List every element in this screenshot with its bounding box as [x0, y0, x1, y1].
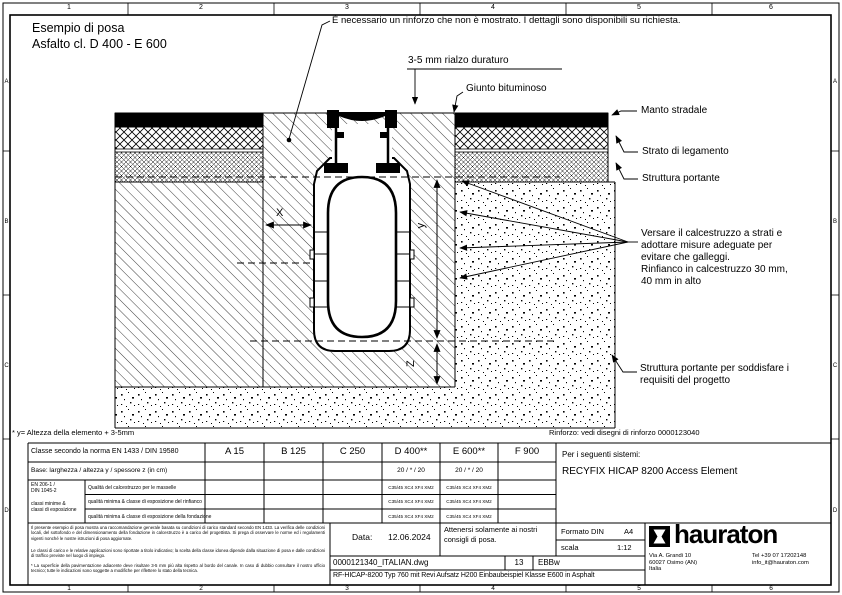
revision-code: EBBw — [538, 558, 560, 567]
ruler-col-5b: 5 — [637, 585, 641, 592]
ruler-col-2: 2 — [199, 4, 203, 11]
row5-label: qualità minima & classe di esposizione della fondazione — [88, 514, 212, 520]
ruler-row-b2: B — [832, 219, 837, 225]
footnote-left: * y= Altezza della elemento + 3-5mm — [12, 428, 135, 437]
road-surface-label: Manto stradale — [641, 105, 708, 116]
ruler-row-c: C — [4, 363, 9, 369]
address-line: 60027 Osimo (AN) — [649, 559, 698, 566]
dimension-y-label: y — [415, 222, 428, 229]
dimension-z-label: Z — [404, 360, 417, 367]
advice-line2: consigli di posa. — [444, 535, 497, 544]
class-e600: E 600** — [452, 446, 486, 457]
base-structure-note — [640, 363, 789, 387]
base-row-label: Base: larghezza / altezza y / spessore z (in cm) — [31, 467, 168, 474]
advice-line1: Attenersi solamente ai nostri — [444, 525, 538, 534]
class-row-label: Classe secondo la norma EN 1433 / DIN 19580 — [31, 448, 179, 455]
concrete-spec-e600-r4: C35/45 XC4 XF4 XM2 — [446, 499, 492, 504]
company-contact — [752, 553, 809, 566]
page-title: Esempio di posa — [32, 21, 125, 35]
format-label: Formato DIN — [561, 527, 604, 536]
scale-label: scala — [561, 543, 579, 552]
reinforcement-note: È necessario un rinforzo che non è mostrato. I dettagli sono disponibili su richiesta. — [332, 15, 681, 26]
group-line: classi minime & — [31, 501, 66, 507]
concrete-note-line: Versare il calcestruzzo a strati e — [641, 228, 783, 239]
ruler-col-3: 3 — [345, 4, 349, 11]
class-b125: B 125 — [281, 446, 306, 457]
ruler-col-4: 4 — [491, 4, 495, 11]
ruler-col-2b: 2 — [199, 585, 203, 592]
address-line: Via A. Grandi 10 — [649, 553, 692, 559]
ruler-col-5: 5 — [637, 4, 641, 11]
dimension-x-label: X — [276, 207, 284, 219]
date-value: 12.06.2024 — [388, 532, 431, 542]
concrete-note-line: adottare misure adeguate per — [641, 240, 773, 251]
base-structure-note-line: Struttura portante per soddisfare i — [640, 363, 789, 374]
concrete-note — [641, 228, 788, 288]
ruler-col-6: 6 — [769, 4, 773, 11]
systems-label: Per i seguenti sistemi: — [562, 450, 641, 459]
bituminous-joint-label: Giunto bituminoso — [466, 83, 547, 94]
contact-line: info_it@hauraton.com — [752, 559, 809, 566]
ruler-row-c2: C — [832, 363, 838, 369]
ruler-row-a2: A — [832, 79, 837, 85]
concrete-note-line: 40 mm in alto — [641, 276, 702, 287]
raised-edge-label: 3-5 mm rialzo duraturo — [408, 55, 509, 66]
address-line: Italia — [649, 566, 662, 573]
concrete-spec-e600-r3: C35/45 XC4 XF4 XM2 — [446, 485, 492, 490]
group-line: classi di esposizione — [31, 507, 77, 513]
ruler-row-d2: D — [832, 508, 838, 514]
concrete-note-line: Rinfianco in calcestruzzo 30 mm, — [641, 264, 788, 275]
ruler-row-a: A — [4, 79, 9, 85]
brand-logo-text: hauraton — [674, 519, 778, 549]
row4-label: qualità minima & classe di esposizione del rinfianco — [88, 499, 202, 505]
format-value: A4 — [624, 527, 634, 536]
group-line: DIN 1045-2 — [31, 488, 57, 494]
footnote-right: Rinforzo: vedi disegni di rinforzo 0000123040 — [549, 428, 700, 437]
contact-line: Tel +39 07 17202148 — [752, 553, 807, 559]
ruler-col-1b: 1 — [67, 585, 71, 592]
concrete-note-line: evitare che galleggi. — [641, 252, 730, 263]
concrete-spec-d400-r4: C35/45 XC4 XF4 XM2 — [388, 499, 434, 504]
binder-layer-label: Strato di legamento — [642, 146, 729, 157]
fine-print-1: Il presente esempio di posa mostra una raccomandazione generale basata su condizioni di carico standard secondo EN 1433. La verifica delle condizioni locali, del sottofondo e del dimensionamento della fondazione in calcestruzzo è a carico del progettista. Si prega di osservare le norme ed i regolamenti vigenti nonché le nostre istruzioni di posa aggiornate. — [31, 525, 325, 541]
concrete-spec-d400-r3: C35/45 XC4 XF4 XM2 — [388, 485, 434, 490]
concrete-spec-e600-r5: C35/45 XC4 XF4 XM2 — [446, 514, 492, 519]
channel-void — [328, 177, 396, 337]
base-structure-note-line: requisiti del progetto — [640, 375, 731, 386]
concrete-group-cell — [31, 482, 77, 513]
class-c250: C 250 — [339, 446, 366, 457]
scale-value: 1:12 — [617, 543, 632, 552]
access-shaft — [332, 124, 392, 168]
base-value-d400: 20 / * / 20 — [397, 467, 425, 474]
access-rim-right — [385, 110, 397, 128]
class-f900: F 900 — [514, 446, 540, 457]
class-d400: D 400** — [394, 446, 428, 457]
page-subtitle: Asfalto cl. D 400 - E 600 — [32, 37, 167, 51]
ruler-row-d: D — [4, 508, 9, 514]
hauraton-logo-icon — [649, 526, 670, 547]
systems-value: RECYFIX HICAP 8200 Access Element — [562, 466, 738, 477]
access-rim-left — [327, 110, 339, 128]
ruler-row-b: B — [4, 219, 9, 225]
ruler-col-1: 1 — [67, 4, 71, 11]
drawing-title: RF-HICAP-8200 Typ 760 mit Revi Aufsatz H200 Einbaubeispiel Klasse E600 in Asphalt — [333, 572, 595, 579]
date-label: Data: — [352, 532, 373, 542]
file-name: 0000121340_ITALIAN.dwg — [333, 558, 429, 567]
fine-print-2: Le classi di carico e le relative applicazioni sono riportate a titolo indicativo; la scelta della classe idonea dipende dalla situazione di posa e dalle condizioni di traffico previste nel luogo di impiego. — [31, 548, 325, 559]
class-a15: A 15 — [224, 446, 245, 457]
base-value-e600: 20 / * / 20 — [455, 467, 483, 474]
ruler-col-3b: 3 — [345, 585, 349, 592]
concrete-spec-d400-r5: C35/45 XC4 XF4 XM2 — [388, 514, 434, 519]
fine-print-3: * La superficie della pavimentazione adiacente deve risultare 3-5 mm più alta rispetto al bordo del canale. In caso di dubbio consultare il nostro ufficio tecnico; tutte le indicazioni sono soggette a modifiche per riflettere lo stato della tecnica. — [31, 563, 325, 574]
group-line: EN 206-1 / — [31, 482, 55, 488]
base-layer-label: Struttura portante — [642, 173, 720, 184]
sheet-number: 13 — [514, 558, 524, 567]
ruler-col-4b: 4 — [491, 585, 495, 592]
row3-label: Qualità del calcestruzzo per le masselle — [88, 485, 177, 491]
ruler-col-6b: 6 — [769, 585, 773, 592]
company-address — [649, 553, 697, 573]
